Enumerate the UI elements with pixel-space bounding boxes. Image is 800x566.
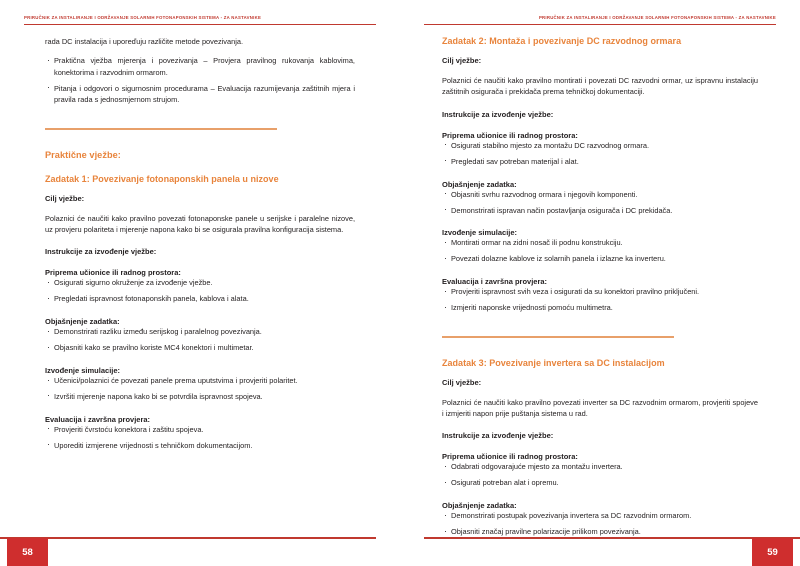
list-item: · Odabrati odgovarajuće mjesto za montažu invertera.	[442, 461, 758, 472]
page-number-badge-right: 59	[752, 538, 793, 566]
list-item: · Učenici/polaznici će povezati panele prema uputstvima i provjeriti polaritet.	[45, 375, 355, 386]
task-1-group-3-label: Evaluacija i završna provjera:	[45, 414, 151, 424]
task-2-group-0-label: Priprema učionice ili radnog prostora:	[442, 130, 578, 140]
task-1-group-1-list	[45, 326, 355, 353]
running-header-rule	[24, 24, 376, 25]
footer-left	[0, 525, 400, 566]
task-3-group-0-list	[442, 461, 758, 488]
right-page-content	[442, 36, 758, 542]
list-item: · Objasniti značaj pravilne polarizacije prilikom povezivanja.	[442, 526, 758, 537]
list-item: · Pregledati ispravnost fotonaponskih panela, kablova i alata.	[45, 293, 355, 304]
list-item: · Pregledati sav potreban materijal i alat.	[442, 156, 758, 167]
footer-rule-left	[0, 537, 376, 539]
task-2-goal-label: Cilj vježbe:	[442, 56, 482, 65]
task-2-group-3-list	[442, 286, 758, 313]
list-item: · Demonstrirati ispravan način postavljanja osigurača i DC prekidača.	[442, 205, 758, 216]
task-2-group-1-label: Objašnjenje zadatka:	[442, 179, 517, 189]
section-heading-practical-exercises: Praktične vježbe:	[45, 149, 121, 160]
task-1-instructions-label: Instrukcije za izvođenje vježbe:	[45, 247, 157, 257]
task-1-goal-label: Cilj vježbe:	[45, 193, 85, 203]
running-header-text: PRIRUČNIK ZA INSTALIRANJE I ODRŽAVANJE SOLARNIH FOTONAPONSKIH SISTEMA - ZA NASTAVNIKE	[538, 15, 776, 20]
list-item: · Demonstrirati postupak povezivanja invertera sa DC razvodnim ormarom.	[442, 510, 758, 521]
task-2-group-1-list	[442, 189, 758, 216]
task-2-group-2-list	[442, 237, 758, 264]
task-2-goal-text: Polaznici će naučiti kako pravilno montirati i povezati DC razvodni ormar, uz ispravnu instalaciju zaštitnih osigurača i prekidača prema tehničkoj dokumentaciji.	[442, 76, 758, 97]
list-item: · Demonstrirati razliku između serijskog i paralelnog povezivanja.	[45, 326, 355, 337]
task-1-group-2-list	[45, 375, 355, 402]
list-item: · Pitanja i odgovori o sigurnosnim procedurama – Evaluacija razumijevanja zaštitnih mjera i pravila rada s jednosmjernom strujom.	[45, 83, 355, 106]
task-1-group-2-label: Izvođenje simulacije:	[45, 366, 121, 376]
list-item: · Objasniti svrhu razvodnog ormara i njegovih komponenti.	[442, 189, 758, 200]
list-item: · Osigurati potreban alat i opremu.	[442, 477, 758, 488]
list-item: · Osigurati stabilno mjesto za montažu DC razvodnog ormara.	[442, 140, 758, 151]
footer-right	[400, 525, 800, 566]
task-1-group-0-list	[45, 277, 355, 304]
task-2-title: Zadatak 2: Montaža i povezivanje DC razvodnog ormara	[442, 36, 682, 46]
task-3-title: Zadatak 3: Povezivanje invertera sa DC instalacijom	[442, 357, 665, 368]
task-3-group-1-label: Objašnjenje zadatka:	[442, 501, 517, 511]
list-item: · Praktična vježba mjerenja i povezivanja – Provjera pravilnog rukovanja kablovima, konektorima i razvodnim ormarom.	[45, 55, 355, 78]
running-header-right	[424, 14, 776, 28]
task-2-group-0-list	[442, 140, 758, 167]
continuation-paragraph: rada DC instalacija i uporeďuju različite metode povezivanja.	[45, 37, 244, 46]
list-item: · Provjeriti ispravnost svih veza i osigurati da su konektori pravilno priključeni.	[442, 286, 758, 297]
footer-rule-right	[424, 537, 800, 539]
running-header-left	[24, 14, 376, 28]
top-bullet-list	[45, 55, 355, 105]
list-item: · Uporediti izmjerene vrijednosti s tehničkom dokumentacijom.	[45, 440, 355, 451]
task-3-goal-label: Cilj vježbe:	[442, 377, 482, 387]
running-header-text: PRIRUČNIK ZA INSTALIRANJE I ODRŽAVANJE SOLARNIH FOTONAPONSKIH SISTEMA - ZA NASTAVNIKE	[24, 15, 262, 20]
list-item: · Montirati ormar na zidni nosač ili podnu konstrukciju.	[442, 237, 758, 248]
task-2-instructions-label: Instrukcije za izvođenje vježbe:	[442, 109, 554, 119]
task-1-group-0-label: Priprema učionice ili radnog prostora:	[45, 268, 181, 278]
task-3-group-0-label: Priprema učionice ili radnog prostora:	[442, 452, 578, 462]
task-2-group-3-label: Evaluacija i završna provjera:	[442, 277, 548, 287]
list-item: · Osigurati sigurno okruženje za izvođenje vježbe.	[45, 277, 355, 288]
page-right	[400, 0, 800, 566]
task-1-group-1-label: Objašnjenje zadatka:	[45, 317, 120, 327]
running-header-rule	[424, 24, 776, 25]
left-page-content	[45, 36, 355, 456]
task-1-goal-text: Polaznici će naučiti kako pravilno povezati fotonaponske panele u serijske i paralelne nizove, uz provjeru polariteta i mjerenje napona kako bi se osigurala pravilna konfiguracija sistema.	[45, 213, 355, 235]
list-item: · Izmjeriti naponske vrijednosti pomoću multimetra.	[442, 302, 758, 313]
list-item: · Objasniti kako se pravilno koriste MC4 konektori i multimetar.	[45, 342, 355, 353]
list-item: · Povezati dolazne kablove iz solarnih panela i izlazne ka inverteru.	[442, 253, 758, 264]
task-1-title: Zadatak 1: Povezivanje fotonaponskih panela u nizove	[45, 173, 279, 184]
task-3-instructions-label: Instrukcije za izvođenje vježbe:	[442, 431, 554, 441]
list-item: · Izvršiti mjerenje napona kako bi se potvrdila ispravnost spojeva.	[45, 391, 355, 402]
task-3-goal-text: Polaznici će naučiti kako pravilno povezati inverter sa DC razvodnim ormarom, provjeriti spojeve i izmjeriti napon prije puštanja sistema u rad.	[442, 397, 758, 419]
task-1-group-3-list	[45, 424, 355, 451]
task-2-group-2-label: Izvođenje simulacije:	[442, 228, 518, 238]
page-number-badge-left: 58	[7, 538, 48, 566]
list-item: · Provjeriti čvrstoću konektora i zaštitu spojeva.	[45, 424, 355, 435]
